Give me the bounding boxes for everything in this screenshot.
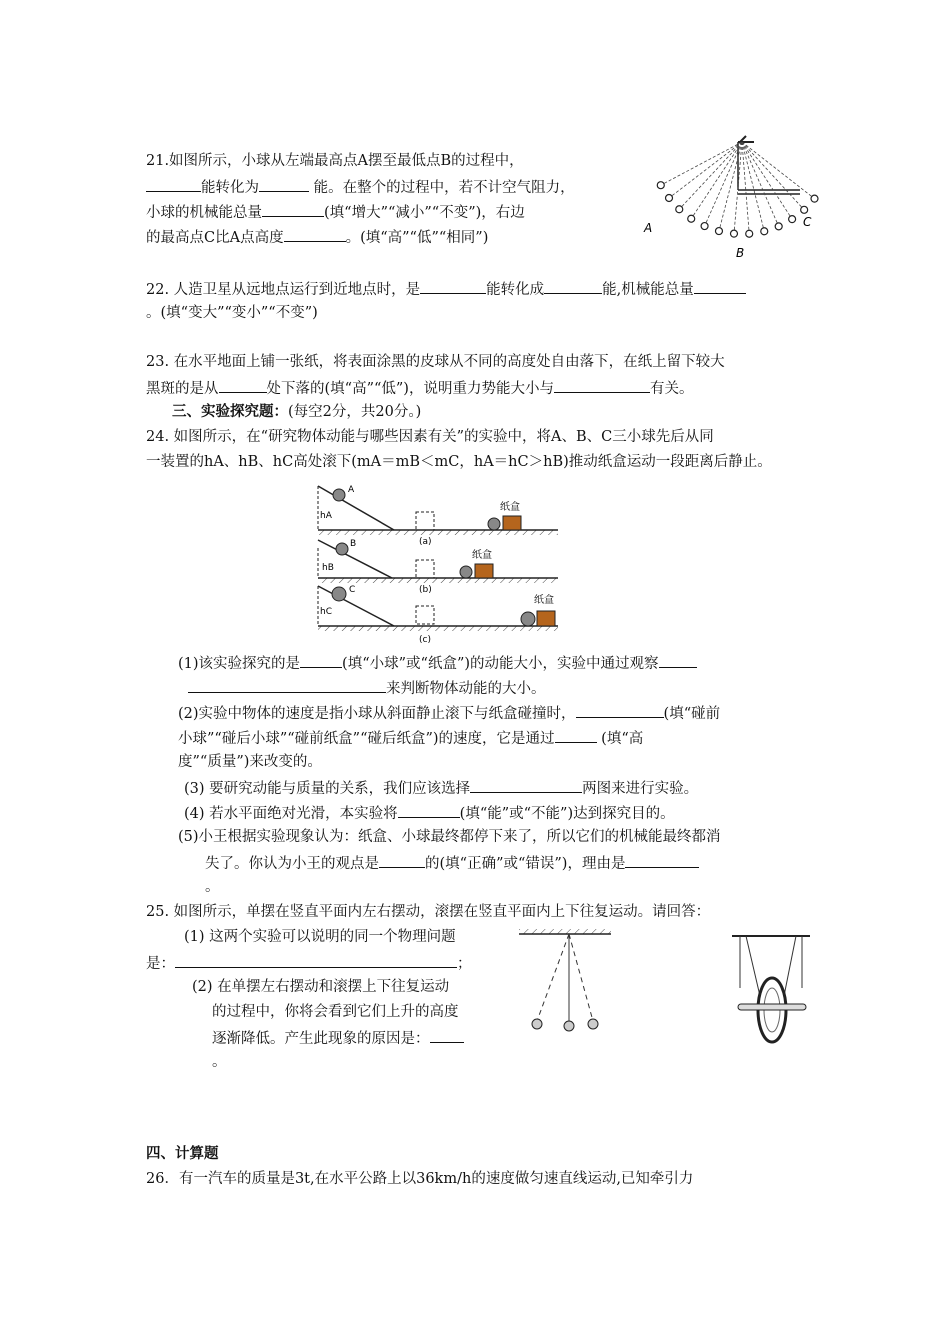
pendulum-bob: [746, 230, 753, 237]
q25-blank-2[interactable]: [430, 1027, 464, 1043]
q24-sub-2: (2)实验中物体的速度是指小球从斜面静止滚下与纸盒碰撞时， (填“碰前: [178, 702, 720, 724]
q22-blank-3[interactable]: [694, 278, 746, 294]
q24-sub-5-end: 。: [205, 879, 220, 895]
q25-sub-1-cont: 是： ；: [146, 952, 472, 974]
pendulum-bob: [657, 182, 664, 189]
q25-line-1: 25. 如图所示，单摆在竖直平面内左右摆动，滚摆在竖直平面内上下往复运动。请回答：: [146, 904, 711, 920]
pendulum-bob: [676, 206, 683, 213]
q21-blank-2[interactable]: [259, 176, 309, 192]
q21-blank-1[interactable]: [146, 176, 201, 192]
q22-blank-1[interactable]: [420, 278, 486, 294]
q24-sub-2-cont2: 度”“质量”)来改变的。: [178, 754, 322, 770]
q24-blank-6[interactable]: [398, 802, 460, 818]
q24-sub-4: (4) 若水平面绝对光滑，本实验将 (填“能”或“不能”)达到探究目的。: [184, 802, 675, 824]
q24-sub-1-cont: 来判断物体动能的大小。: [188, 677, 546, 699]
q24-sub-3: (3) 要研究动能与质量的关系，我们应该选择 两图来进行实验。: [184, 777, 698, 799]
q24-blank-7[interactable]: [379, 852, 425, 868]
q24-blank-1[interactable]: [300, 652, 342, 668]
q21-blank-4[interactable]: [284, 226, 346, 242]
q25-blank-1[interactable]: [175, 952, 457, 968]
q25-sub-2-cont2: 逐渐降低。产生此现象的原因是：: [212, 1027, 464, 1049]
q22-blank-2[interactable]: [544, 278, 602, 294]
pendulum-bob: [789, 216, 796, 223]
q25-sub-2: (2) 在单摆左右摆动和滚摆上下往复运动: [192, 979, 450, 995]
svg-text:(a): (a): [419, 537, 432, 547]
q24-blank-8[interactable]: [625, 852, 699, 868]
q25-sub-2-cont: 的过程中，你将会看到它们上升的高度: [212, 1004, 459, 1020]
pendulum-bob: [666, 195, 673, 202]
q24-sub-1: (1)该实验探究的是 (填“小球”或“纸盒”)的动能大小，实验中通过观察: [178, 652, 697, 674]
pendulum-swing-figure: [640, 130, 820, 265]
q23-line-1: 23. 在水平地面上铺一张纸，将表面涂黑的皮球从不同的高度处自由落下，在纸上留下较大: [146, 354, 725, 370]
pendulum-bob: [730, 230, 737, 237]
q22-line-2: 。(填“变大”“变小”“不变”): [146, 305, 318, 321]
q24-blank-2[interactable]: [659, 652, 697, 668]
q21-line-3: 小球的机械能总量 (填“增大”“减小”“不变”)，右边: [146, 201, 525, 223]
svg-text:A: A: [348, 485, 355, 495]
label-a: A: [644, 221, 653, 235]
pendulum-bob: [775, 223, 782, 230]
svg-text:纸盒: 纸盒: [472, 550, 492, 561]
kinetic-energy-experiment-figure: [308, 478, 568, 648]
q24-blank-2b[interactable]: [188, 677, 386, 693]
q26-line-1: 26．有一汽车的质量是3t,在水平公路上以36km/h的速度做匀速直线运动,已知牵引力: [146, 1171, 694, 1187]
ball-c: [332, 587, 346, 601]
pendulum-bob: [811, 195, 818, 202]
svg-text:C: C: [349, 585, 356, 595]
maxwell-wheel-figure: [730, 930, 815, 1048]
label-c: C: [803, 215, 812, 229]
q24-blank-3[interactable]: [576, 702, 664, 718]
q24-sub-5-cont: 失了。你认为小王的观点是 的(填“正确”或“错误”)，理由是: [205, 852, 699, 874]
pendulum-bob: [761, 228, 768, 235]
q21-blank-3[interactable]: [262, 201, 324, 217]
q21-line-2: 能转化为 能。在整个的过程中，若不计空气阻力，: [146, 176, 575, 198]
q25-sub-2-end: 。: [212, 1054, 227, 1070]
q22-line-1: 22. 人造卫星从远地点运行到近地点时，是 能转化成 能,机械能总量: [146, 278, 746, 300]
q24-line-1: 24. 如图所示，在“研究物体动能与哪些因素有关”的实验中，将A、B、C三小球先后从同: [146, 429, 714, 445]
label-b: B: [736, 246, 745, 260]
pendulum-bob: [715, 228, 722, 235]
q25-sub-1: (1) 这两个实验可以说明的同一个物理问题: [184, 929, 456, 945]
simple-pendulum-figure: [515, 925, 615, 1037]
q21-line-4: 的最高点C比A点高度 。(填“高”“低”“相同”): [146, 226, 488, 248]
ball-b: [336, 543, 348, 555]
svg-text:(c): (c): [419, 635, 431, 645]
q24-sub-2-cont: 小球”“碰后小球”“碰前纸盒”“碰后纸盒”)的速度，它是通过 (填“高: [178, 727, 643, 749]
svg-text:纸盒: 纸盒: [534, 595, 554, 606]
q23-blank-2[interactable]: [554, 377, 650, 393]
q24-blank-4[interactable]: [555, 727, 597, 743]
pendulum-bob: [701, 223, 708, 230]
svg-text:纸盒: 纸盒: [500, 502, 520, 513]
pendulum-bob: [688, 215, 695, 222]
pendulum-bob: [801, 206, 808, 213]
svg-text:hC: hC: [320, 607, 332, 617]
svg-text:(b): (b): [419, 585, 432, 595]
q23-line-2: 黑斑的是从 处下落的(填“高”“低”)，说明重力势能大小与 有关。: [146, 377, 693, 399]
q21-line-1: 21.如图所示，小球从左端最高点A摆至最低点B的过程中，: [146, 153, 524, 169]
q24-blank-5[interactable]: [470, 777, 582, 793]
q24-sub-5: (5)小王根据实验现象认为：纸盒、小球最终都停下来了，所以它们的机械能最终都消: [178, 829, 721, 845]
q23-blank-1[interactable]: [219, 377, 267, 393]
section-3-heading: 三、实验探究题：(每空2分，共20分。): [172, 403, 422, 420]
section-4-heading: 四、计算题: [146, 1145, 219, 1162]
svg-text:hA: hA: [320, 511, 332, 521]
q24-line-2: 一装置的hA、hB、hC高处滚下(mA＝mB＜mC，hA＝hC＞hB)推动纸盒运动一段距离后静止。: [146, 454, 772, 470]
ball-a: [333, 489, 345, 501]
svg-text:hB: hB: [322, 563, 334, 573]
svg-text:B: B: [350, 539, 357, 549]
